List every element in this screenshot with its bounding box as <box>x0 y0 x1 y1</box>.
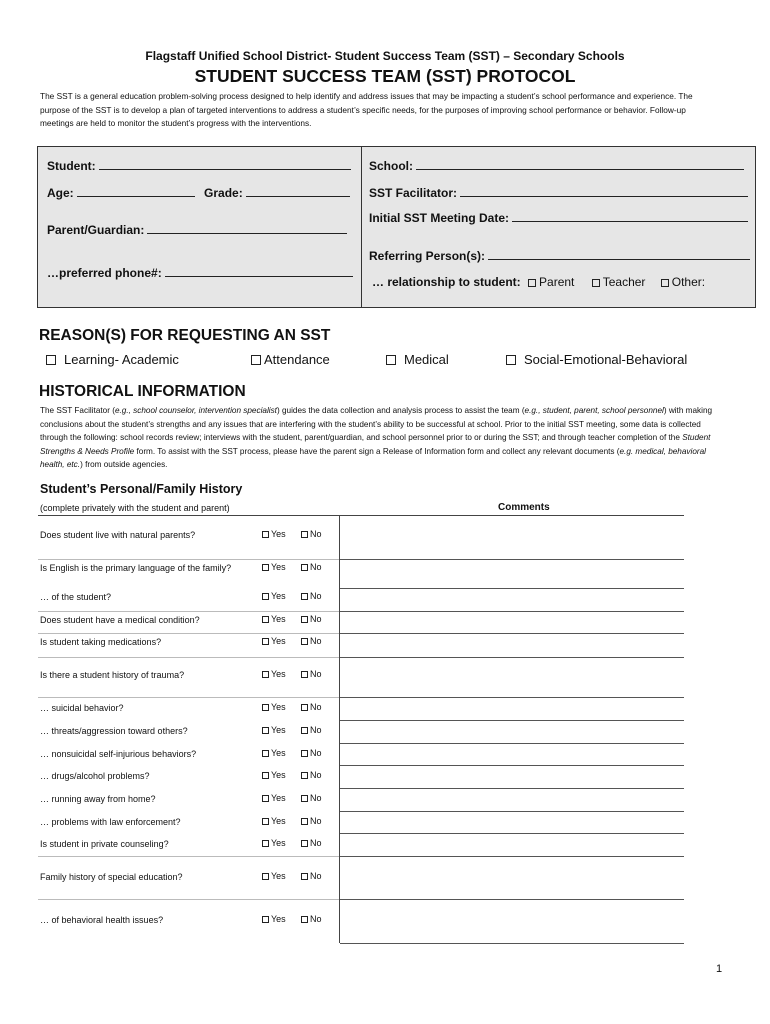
relationship-field <box>372 275 705 289</box>
checkbox-icon[interactable] <box>262 873 269 880</box>
no-option[interactable]: No <box>301 725 322 735</box>
checkbox-icon[interactable] <box>262 840 269 847</box>
parent-field[interactable] <box>47 222 347 237</box>
historical-paragraph: The SST Facilitator (e.g., school counselor, intervention specialist) guides the data collection and analysis process to assist the team (e.g., student, parent, school personnel) with making conclusions about the student’s strengths and any issues that are interfering with the student’s ability to be successful at school. Prior to the initial SST meeting, some data is collected through the following: school records review; interviews with the student, parent/guardian, and school personnel prior to or during the SST; and through teacher completion of the Student Strengths & Needs Profile form. To assist with the SST process, please have the parent sign a Release of Information form and collect any relevant documents (e.g. medical, behavioral health, etc.) from outside agencies. <box>40 406 713 469</box>
no-option[interactable]: No <box>301 793 322 803</box>
checkbox-icon[interactable] <box>386 355 396 365</box>
school-field[interactable] <box>369 158 744 173</box>
reason-option-learning[interactable]: Learning- Academic <box>46 352 179 367</box>
facilitator-input-line[interactable] <box>460 185 748 197</box>
no-option[interactable]: No <box>301 636 322 646</box>
age-input-line[interactable] <box>77 185 195 197</box>
no-option[interactable]: No <box>301 614 322 624</box>
school-input-line[interactable] <box>416 158 744 170</box>
comment-row-line[interactable] <box>340 697 684 698</box>
grade-label: Grade: <box>204 186 243 200</box>
comment-row-line[interactable] <box>340 943 684 944</box>
history-table-subheading: (complete privately with the student and parent) <box>40 503 230 513</box>
checkbox-icon[interactable] <box>301 616 308 623</box>
checkbox-icon[interactable] <box>262 638 269 645</box>
facilitator-label: SST Facilitator: <box>369 186 458 200</box>
comment-row-line[interactable] <box>340 588 684 589</box>
age-label: Age: <box>47 186 74 200</box>
table-row-question: Is student taking medications? <box>40 637 162 647</box>
checkbox-icon[interactable] <box>301 638 308 645</box>
yes-option[interactable]: Yes <box>262 748 286 758</box>
checkbox-icon[interactable] <box>301 750 308 757</box>
checkbox-icon[interactable] <box>262 564 269 571</box>
yes-option[interactable]: Yes <box>262 636 286 646</box>
checkbox-icon[interactable] <box>262 704 269 711</box>
checkbox-icon[interactable] <box>301 564 308 571</box>
checkbox-icon[interactable] <box>301 818 308 825</box>
yes-option[interactable]: Yes <box>262 529 286 539</box>
comment-row-line[interactable] <box>340 899 684 900</box>
phone-label: …preferred phone#: <box>47 266 162 280</box>
no-option[interactable]: No <box>301 838 322 848</box>
table-row-question: Does student live with natural parents? <box>40 530 196 540</box>
table-row-question: … suicidal behavior? <box>40 703 124 713</box>
checkbox-icon[interactable] <box>262 671 269 678</box>
district-line: Flagstaff Unified School District- Student Success Team (SST) – Secondary Schools <box>145 49 625 63</box>
table-row-question: Family history of special education? <box>40 872 183 882</box>
facilitator-field[interactable] <box>369 185 748 200</box>
meeting-date-field[interactable] <box>369 210 748 225</box>
no-option[interactable]: No <box>301 562 322 572</box>
row-separator <box>38 856 339 857</box>
checkbox-icon[interactable] <box>301 704 308 711</box>
row-separator <box>38 899 339 900</box>
checkbox-icon[interactable] <box>262 818 269 825</box>
yes-option[interactable]: Yes <box>262 914 286 924</box>
no-option[interactable]: No <box>301 871 322 881</box>
comment-row-line[interactable] <box>340 559 684 560</box>
checkbox-icon[interactable] <box>262 916 269 923</box>
checkbox-icon[interactable] <box>592 279 600 287</box>
checkbox-icon[interactable] <box>46 355 56 365</box>
row-separator <box>38 657 339 658</box>
comment-row-line[interactable] <box>340 720 684 721</box>
yes-option[interactable]: Yes <box>262 871 286 881</box>
comment-row-line[interactable] <box>340 633 684 634</box>
table-row-question: Is there a student history of trauma? <box>40 670 185 680</box>
comment-row-line[interactable] <box>340 657 684 658</box>
comment-row-line[interactable] <box>340 765 684 766</box>
checkbox-icon[interactable] <box>301 840 308 847</box>
reason-option-social-emotional[interactable]: Social-Emotional-Behavioral <box>506 352 687 367</box>
yes-option[interactable]: Yes <box>262 770 286 780</box>
relationship-option-other[interactable]: Other: <box>661 275 705 289</box>
parent-input-line[interactable] <box>147 222 347 234</box>
page-number: 1 <box>716 963 723 975</box>
table-row-question: … nonsuicidal self-injurious behaviors? <box>40 749 197 759</box>
row-separator <box>38 697 339 698</box>
yes-option[interactable]: Yes <box>262 793 286 803</box>
student-input-line[interactable] <box>99 158 351 170</box>
relationship-option-parent[interactable]: Parent <box>528 275 574 289</box>
comment-row-line[interactable] <box>340 811 684 812</box>
yes-option[interactable]: Yes <box>262 614 286 624</box>
checkbox-icon[interactable] <box>528 279 536 287</box>
page-title: STUDENT SUCCESS TEAM (SST) PROTOCOL <box>194 66 576 86</box>
intro-paragraph: The SST is a general education problem-solving process designed to help identify and address issues that may be impacting a student’s school performance and experience. The purpose of the SST is to develop a plan of targeted interventions to address a student’s specific needs, for the purposes of improving school performance or behavior. Follow-up meetings are held to monitor the student’s progress with the interventions. <box>40 91 693 128</box>
checkbox-icon[interactable] <box>301 727 308 734</box>
table-row-question: … of behavioral health issues? <box>40 915 164 925</box>
no-option[interactable]: No <box>301 816 322 826</box>
no-option[interactable]: No <box>301 702 322 712</box>
row-separator <box>38 633 339 634</box>
no-option[interactable]: No <box>301 669 322 679</box>
relationship-option-teacher[interactable]: Teacher <box>592 275 646 289</box>
phone-input-line[interactable] <box>165 265 353 277</box>
checkbox-icon[interactable] <box>301 671 308 678</box>
yes-option[interactable]: Yes <box>262 669 286 679</box>
meeting-date-input-line[interactable] <box>512 210 748 222</box>
comment-row-line[interactable] <box>340 743 684 744</box>
comment-row-line[interactable] <box>340 856 684 857</box>
meeting-date-label: Initial SST Meeting Date: <box>369 211 510 225</box>
row-separator <box>38 611 339 612</box>
checkbox-icon[interactable] <box>262 727 269 734</box>
checkbox-icon[interactable] <box>506 355 516 365</box>
student-info-box <box>37 146 756 308</box>
table-top-rule <box>38 515 684 516</box>
checkbox-icon[interactable] <box>262 795 269 802</box>
comment-row-line[interactable] <box>340 788 684 789</box>
school-label: School: <box>369 159 413 173</box>
checkbox-icon[interactable] <box>301 873 308 880</box>
yes-option[interactable]: Yes <box>262 562 286 572</box>
checkbox-icon[interactable] <box>262 772 269 779</box>
checkbox-icon[interactable] <box>301 772 308 779</box>
no-option[interactable]: No <box>301 748 322 758</box>
comments-column-header: Comments <box>498 502 550 513</box>
referring-label: Referring Person(s): <box>369 249 486 263</box>
yes-option[interactable]: Yes <box>262 816 286 826</box>
checkbox-icon[interactable] <box>262 531 269 538</box>
yes-option[interactable]: Yes <box>262 702 286 712</box>
comment-row-line[interactable] <box>340 611 684 612</box>
info-box-divider <box>361 147 362 307</box>
student-field[interactable] <box>47 158 351 173</box>
checkbox-icon[interactable] <box>301 795 308 802</box>
reason-option-attendance[interactable]: Attendance <box>251 352 330 367</box>
checkbox-icon[interactable] <box>301 531 308 538</box>
checkbox-icon[interactable] <box>301 593 308 600</box>
table-row-question: Is student in private counseling? <box>40 839 169 849</box>
reason-option-medical[interactable]: Medical <box>386 352 449 367</box>
checkbox-icon[interactable] <box>262 616 269 623</box>
table-column-divider <box>339 515 340 943</box>
grade-input-line[interactable] <box>246 185 350 197</box>
checkbox-icon[interactable] <box>661 279 669 287</box>
row-separator <box>38 559 339 560</box>
relationship-label: … relationship to student: <box>372 275 521 289</box>
checkbox-icon[interactable] <box>251 355 261 365</box>
checkbox-icon[interactable] <box>262 750 269 757</box>
no-option[interactable]: No <box>301 914 322 924</box>
no-option[interactable]: No <box>301 529 322 539</box>
no-option[interactable]: No <box>301 770 322 780</box>
student-label: Student: <box>47 159 96 173</box>
no-option[interactable]: No <box>301 591 322 601</box>
comment-row-line[interactable] <box>340 833 684 834</box>
table-row-question: … drugs/alcohol problems? <box>40 771 150 781</box>
checkbox-icon[interactable] <box>301 916 308 923</box>
table-row-question: Does student have a medical condition? <box>40 615 200 625</box>
checkbox-icon[interactable] <box>262 593 269 600</box>
table-row-question: … running away from home? <box>40 794 156 804</box>
yes-option[interactable]: Yes <box>262 838 286 848</box>
table-row-question: Is English is the primary language of the family? <box>40 563 232 573</box>
referring-field[interactable] <box>369 248 750 263</box>
table-row-question: … threats/aggression toward others? <box>40 726 188 736</box>
history-table-heading: Student’s Personal/Family History <box>40 482 243 496</box>
historical-heading: HISTORICAL INFORMATION <box>39 383 246 400</box>
yes-option[interactable]: Yes <box>262 591 286 601</box>
parent-label: Parent/Guardian: <box>47 223 145 237</box>
phone-field[interactable] <box>47 265 353 280</box>
reasons-heading: REASON(S) FOR REQUESTING AN SST <box>39 327 331 344</box>
referring-input-line[interactable] <box>488 248 750 260</box>
age-field[interactable] <box>47 185 350 200</box>
table-row-question: … problems with law enforcement? <box>40 817 181 827</box>
table-row-question: … of the student? <box>40 592 112 602</box>
yes-option[interactable]: Yes <box>262 725 286 735</box>
